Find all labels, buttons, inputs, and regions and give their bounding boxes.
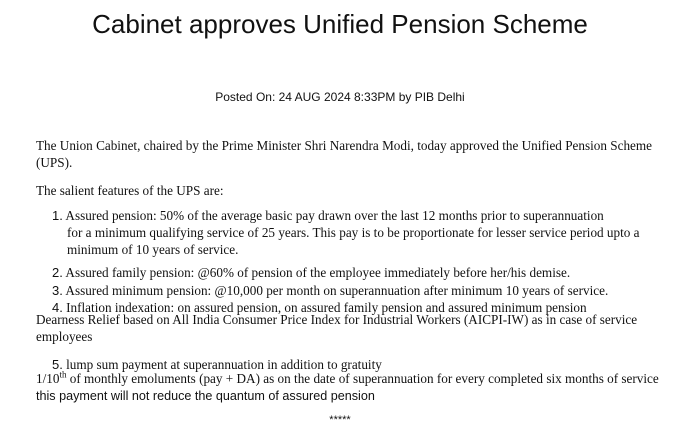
dearness-relief-paragraph: Dearness Relief based on All India Consumer Price Index for Industrial Workers (AICPI-IW) as in case of service employees xyxy=(36,312,638,344)
list-number: 2. xyxy=(52,265,63,280)
list-item-text: lump sum payment at superannuation in addition to gratuity xyxy=(66,357,382,372)
lump-sum-detail-paragraph xyxy=(36,370,676,405)
list-item-text: Assured family pension: @60% of pension of the employee immediately before her/his demise. xyxy=(65,265,571,280)
list-number: 5. xyxy=(52,357,63,372)
list-number: 3. xyxy=(52,283,63,298)
intro-paragraph: The Union Cabinet, chaired by the Prime Minister Shri Narendra Modi, today approved the Unified Pension Scheme (UPS). xyxy=(36,138,653,170)
list-item xyxy=(52,264,667,281)
salient-features-heading: The salient features of the UPS are: xyxy=(36,183,224,198)
posted-date-line: Posted On: 24 AUG 2024 8:33PM by PIB Delhi xyxy=(215,90,465,104)
list-item-text: Assured pension: 50% of the average basic pay drawn over the last 12 months prior to superannuation xyxy=(65,208,604,223)
list-item-text: Assured minimum pension: @10,000 per month on superannuation after minimum 10 years of service. xyxy=(65,283,609,298)
list-number: 1. xyxy=(52,208,63,223)
end-stars: ***** xyxy=(329,414,351,426)
ordinal-suffix: th xyxy=(59,369,67,380)
list-item xyxy=(52,282,667,299)
list-item-text-continued: for a minimum qualifying service of 25 years. This pay is to be proportionate for lesser service period upto a minimum of 10 years of service. xyxy=(67,225,640,257)
list-number: 4. xyxy=(52,300,63,315)
lump-sum-note: this payment will not reduce the quantum of assured pension xyxy=(36,389,375,403)
lump-sum-detail-text: of monthly emoluments (pay + DA) as on the date of superannuation for every completed six months of service xyxy=(66,371,659,386)
list-item xyxy=(52,207,667,258)
fraction-text: 1/10 xyxy=(36,371,60,386)
page-title: Cabinet approves Unified Pension Scheme xyxy=(92,9,588,39)
list-item-text: Inflation indexation: on assured pension, on assured family pension and assured minimum pension xyxy=(66,300,587,315)
